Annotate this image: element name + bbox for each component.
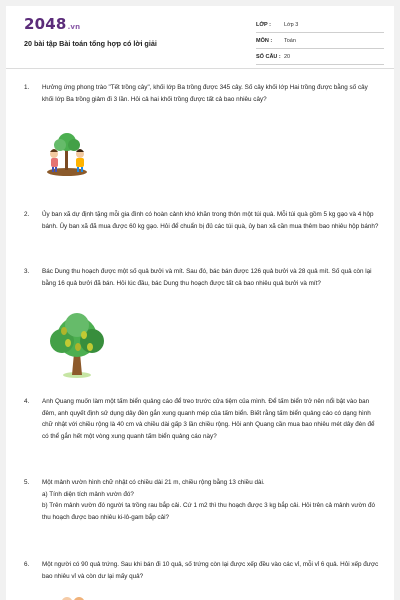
meta-label: SỐ CÂU :	[256, 53, 281, 60]
meta-value: Toán	[284, 37, 296, 44]
egg-tray-image	[58, 592, 88, 600]
site-logo[interactable]	[24, 15, 80, 33]
question-2	[24, 209, 380, 232]
question-part-b: b) Trên mảnh vườn đó người ta trồng rau bắp cải. Cứ 1 m2 thì thu hoạch được 3 kg bắp cải. Hỏi trên cả mảnh vườn đó thu hoạch được bao nhiêu ki-lô-gam bắp cải?	[42, 502, 376, 521]
question-text: Một mảnh vườn hình chữ nhật có chiều dài 21 m, chiều rộng bằng 13 chiều dài.	[42, 479, 265, 486]
worksheet-header	[6, 6, 394, 69]
meta-row-question-count	[256, 49, 384, 65]
question-text: Bác Dung thu hoạch được một số quả bưởi và mít. Sau đó, bác bán được 126 quả bưởi và 28 quả mít. Số quả còn lại bằng 16 quả bưởi đã bán. Hỏi lúc đầu, bác Dung thu hoạch được tất cả bao nhiêu quả bưởi và mít?	[42, 268, 372, 287]
meta-label: MÔN :	[256, 37, 273, 44]
question-5	[24, 477, 380, 523]
meta-value: 20	[284, 53, 291, 60]
question-number: 4.	[24, 398, 30, 405]
question-number: 2.	[24, 211, 30, 218]
meta-info-table	[256, 17, 384, 65]
children-planting-tree-image	[44, 130, 90, 178]
meta-row-grade	[256, 17, 384, 33]
meta-label: LỚP :	[256, 21, 271, 28]
worksheet-page	[6, 6, 394, 600]
question-text: Ủy ban xã dự định tặng mỗi gia đình có hoàn cảnh khó khăn trong thôn một túi quà. Mỗi túi quà gồm 5 kg gạo và 4 hộp bánh. Ủy ban xã đã mua được 60 kg gạo. Hỏi để chuẩn bị đủ các túi quà, ủy ban xã cần mua thêm bao nhiêu hộp bánh?	[42, 211, 379, 230]
question-number: 3.	[24, 268, 30, 275]
meta-row-subject	[256, 33, 384, 49]
question-text: Anh Quang muốn làm một tấm biển quảng cáo để treo trước cửa tiệm của mình. Để tấm biển trở nên nổi bật vào ban đêm, anh quyết định sử dụng dây đèn gắn xung quanh mép của tấm biển. Biết rằng tấm biển quảng cáo có dạng hình chữ nhật với chiều rộng là 40 cm và chiều dài gấp 3 lần chiều rộng. Hỏi anh Quang cần mua bao nhiêu mét dây đèn để có thể gắn hết một vòng xung quanh tấm biển quảng cáo này?	[42, 398, 375, 440]
worksheet-title: 20 bài tập Bài toán tổng hợp có lời giải	[24, 39, 157, 48]
question-number: 6.	[24, 561, 30, 568]
question-text: Hưởng ứng phong trào "Tết trồng cây", khối lớp Ba trồng được 345 cây. Số cây khối lớp Hai trồng được bằng số cây khối lớp Ba trồng giảm đi 3 lần. Hỏi cả hai khối trồng được tất cả bao nhiêu cây?	[42, 84, 368, 103]
question-number: 5.	[24, 479, 30, 486]
question-part-a: a) Tính diện tích mảnh vườn đó?	[42, 490, 134, 498]
logo-main: 2048	[24, 15, 67, 33]
question-3	[24, 266, 380, 289]
jackfruit-tree-image	[44, 313, 110, 379]
question-6	[24, 559, 380, 582]
question-1	[24, 82, 380, 105]
logo-tld: .vn	[67, 23, 81, 31]
question-4	[24, 396, 380, 442]
meta-value: Lớp 3	[284, 21, 299, 28]
question-text: Một người có 90 quả trứng. Sau khi bán đi 10 quả, số trứng còn lại được xếp đều vào các vỉ, mỗi vỉ 6 quả. Hỏi xếp được bao nhiêu vỉ và còn dư lại mấy quả?	[42, 561, 379, 580]
question-number: 1.	[24, 84, 30, 91]
